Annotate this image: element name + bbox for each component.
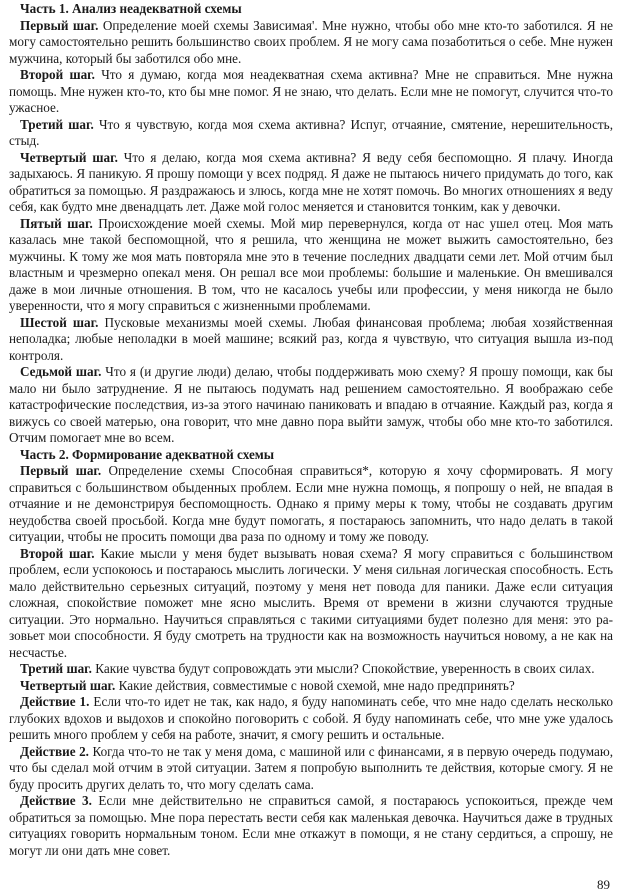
paragraph-text: Когда что-то не так у меня дома, с машиной или с финансами, я в первую очередь подумаю, что бы сделал мой отчим в этой ситуации. Затем я попробую выполнить те действия, которые смогу. Я не буду просить других делать то, что могу сделать сама. (9, 743, 613, 792)
paragraph-part1-step1 (9, 18, 613, 68)
action-label: Действие 3. (20, 793, 92, 808)
paragraph-text: Происхождение моей схемы. Мой мир перевернулся, когда от нас ушел отец. Моя мать казалась мне такой беспомощной, что я решила, что женщина не может выжить самостоятельно, без мужчины. К тому же моя мать повторяла мне это в течение последних двадцати семи лет. Мой отчим был властным и чрезмерно опекал меня. Он решал все мои проблемы: большие и маленькие. Он вмешивался даже в мои личные отношения. В том, что не касалось учебы или профессии, у меня никогда не было уверенности, что я могу справиться с жизненными проблемами. (9, 215, 613, 313)
paragraph-text: Какие мысли у меня будет вызывать новая схема? Я могу справиться с большинством проблем, если успокоюсь и постараюсь мыслить логически. У меня сильная логическая способность. Есть мало действительно серьезных ситуаций, поэтому у меня нет повода для паники. Даже если ситуация сложная, спокойствие поможет мне ясно мыслить. Время от времени в жизни случаются трудные ситуации. Это нормально. Научиться справляться с такими ситуациями будет полезно для меня: это разовьет мои способности. Я буду смотреть на трудности как на возможность научиться новому, а не как на несчастье. (9, 545, 613, 660)
paragraph-text: Что я чувствую, когда моя схема активна? Испуг, отчаяние, смятение, нерешительность, стыд. (9, 116, 613, 148)
step-label: Первый шаг. (20, 463, 102, 478)
action-label: Действие 2. (20, 743, 89, 759)
paragraph-text: Если мне действительно не справиться самой, я постараюсь успокоиться, прежде чем обратиться за помощью. Мне пора перестать вести себя как маленькая девочка. Научиться даже в трудных ситуациях говорить нормальным тоном. Если мне откажут в помощи, я не стану сердиться, а спрошу, не могут ли они дать мне совет. (9, 793, 613, 858)
paragraph-text: Что я (и другие люди) делаю, чтобы поддерживать мою схему? Я прошу помощи, как бы мало ни было затруднение. Я не пытаюсь подумать над решением самостоятельно. Я воображаю себе катастрофические последствия, из-за этого начинаю паниковать и впадаю в отчаяние. Каждый раз, когда я вижусь со своей матерью, она говорит, что мне давно пора выйти замуж, чтобы обо мне кто-то заботился. Отчим помогает мне во всем. (9, 364, 613, 445)
paragraph-part1-step2 (9, 67, 613, 117)
paragraph-part2-step3 (9, 661, 613, 678)
step-label: Седьмой шаг. (20, 364, 102, 379)
paragraph-part1-step4 (9, 150, 613, 216)
paragraph-part2-step2 (9, 546, 613, 662)
paragraph-text: Что я делаю, когда моя схема активна? Я веду себя беспомощно. Я плачу. Иногда задыхаюсь. Я паникую. Я прошу помощи у всех подряд. Я даже не пытаюсь ничего придумать до того, как обратиться за помощью. Я раздражаюсь и злюсь, когда мне не хотят помочь. Во многих отношениях я веду себя, как будто мне двенадцать лет. Даже мой голос меняется и становится тонким, как у девочки. (9, 149, 613, 214)
step-label: Первый шаг. (20, 17, 99, 33)
paragraph-part2-step4 (9, 678, 613, 695)
step-label: Третий шаг. (20, 661, 92, 676)
step-label: Пятый шаг. (20, 215, 93, 231)
action-label: Действие 1. (20, 694, 90, 709)
step-label: Шестой шаг. (20, 314, 99, 330)
paragraph-action-3 (9, 793, 613, 859)
paragraph-text: Если что-то идет не так, как надо, я буду напоминать себе, что мне надо сделать несколько глубоких вдохов и выдохов и спокойно поговорить с собой. Я буду напоминать себе, что мне уже удалось решить много проблем у себя на работе, значит, я смогу решить и остальные. (9, 694, 614, 742)
paragraph-action-2 (9, 744, 613, 794)
paragraph-text: Какие действия, совместимые с новой схемой, мне надо предпринять? (115, 677, 515, 693)
paragraph-text: Что я думаю, когда моя неадекватная схема активна? Мне не справиться. Мне нужна помощь. Мне нужен кто-то, кто бы мне помог. Я не знаю, что делать. Если мне не помогут, случится что-то ужасное. (9, 67, 613, 115)
step-label: Четвертый шаг. (20, 677, 116, 693)
paragraph-part2-step1 (9, 463, 613, 546)
step-label: Четвертый шаг. (20, 149, 118, 165)
paragraph-text: Какие чувства будут сопровождать эти мысли? Спокойствие, уверенность в своих силах. (91, 661, 595, 676)
paragraph-action-1 (9, 694, 613, 744)
step-label: Второй шаг. (20, 545, 95, 561)
section-heading-part-2: Часть 2. Формирование адекватной схемы (20, 446, 275, 462)
step-label: Третий шаг. (20, 116, 94, 132)
step-label: Второй шаг. (20, 67, 95, 82)
paragraph-part1-step5 (9, 216, 613, 315)
section-heading-part-1: Часть 1. Анализ неадекватной схемы (20, 1, 242, 16)
paragraph-text: Определение моей схемы Зависимая'. Мне нужно, чтобы обо мне кто-то заботился. Я не могу самостоятельно решить большинство своих проблем. Я не могу сама позаботиться о себе. Мне нужен мужчина, который бы заботился обо мне. (9, 17, 613, 66)
page-body-text (9, 1, 613, 859)
page-number: 89 (597, 877, 610, 892)
paragraph-part1-step6 (9, 315, 613, 365)
paragraph-part1-step3 (9, 117, 613, 150)
paragraph-part1-step7 (9, 364, 613, 447)
paragraph-text: Определение схемы Способная справиться*, которую я хочу сформировать. Я могу справиться с большинством обыденных проблем. Если мне нужна помощь, я попрошу о ней, не впадая в отчаяние и не демонстрируя беспомощность. Однако я приму меры к тому, чтобы не создавать другим неудобства своей просьбой. Когда мне будут помогать, я постараюсь запомнить, что надо делать в такой ситуации, чтобы не просить помощи два раза по одному и тому же поводу. (9, 463, 613, 544)
paragraph-text: Пусковые механизмы моей схемы. Любая финансовая проблема; любая хозяйственная неполадка; любые неполадки в моей машине; всякий раз, когда я чувствую, что ситуация вышла из-под контроля. (9, 314, 613, 363)
